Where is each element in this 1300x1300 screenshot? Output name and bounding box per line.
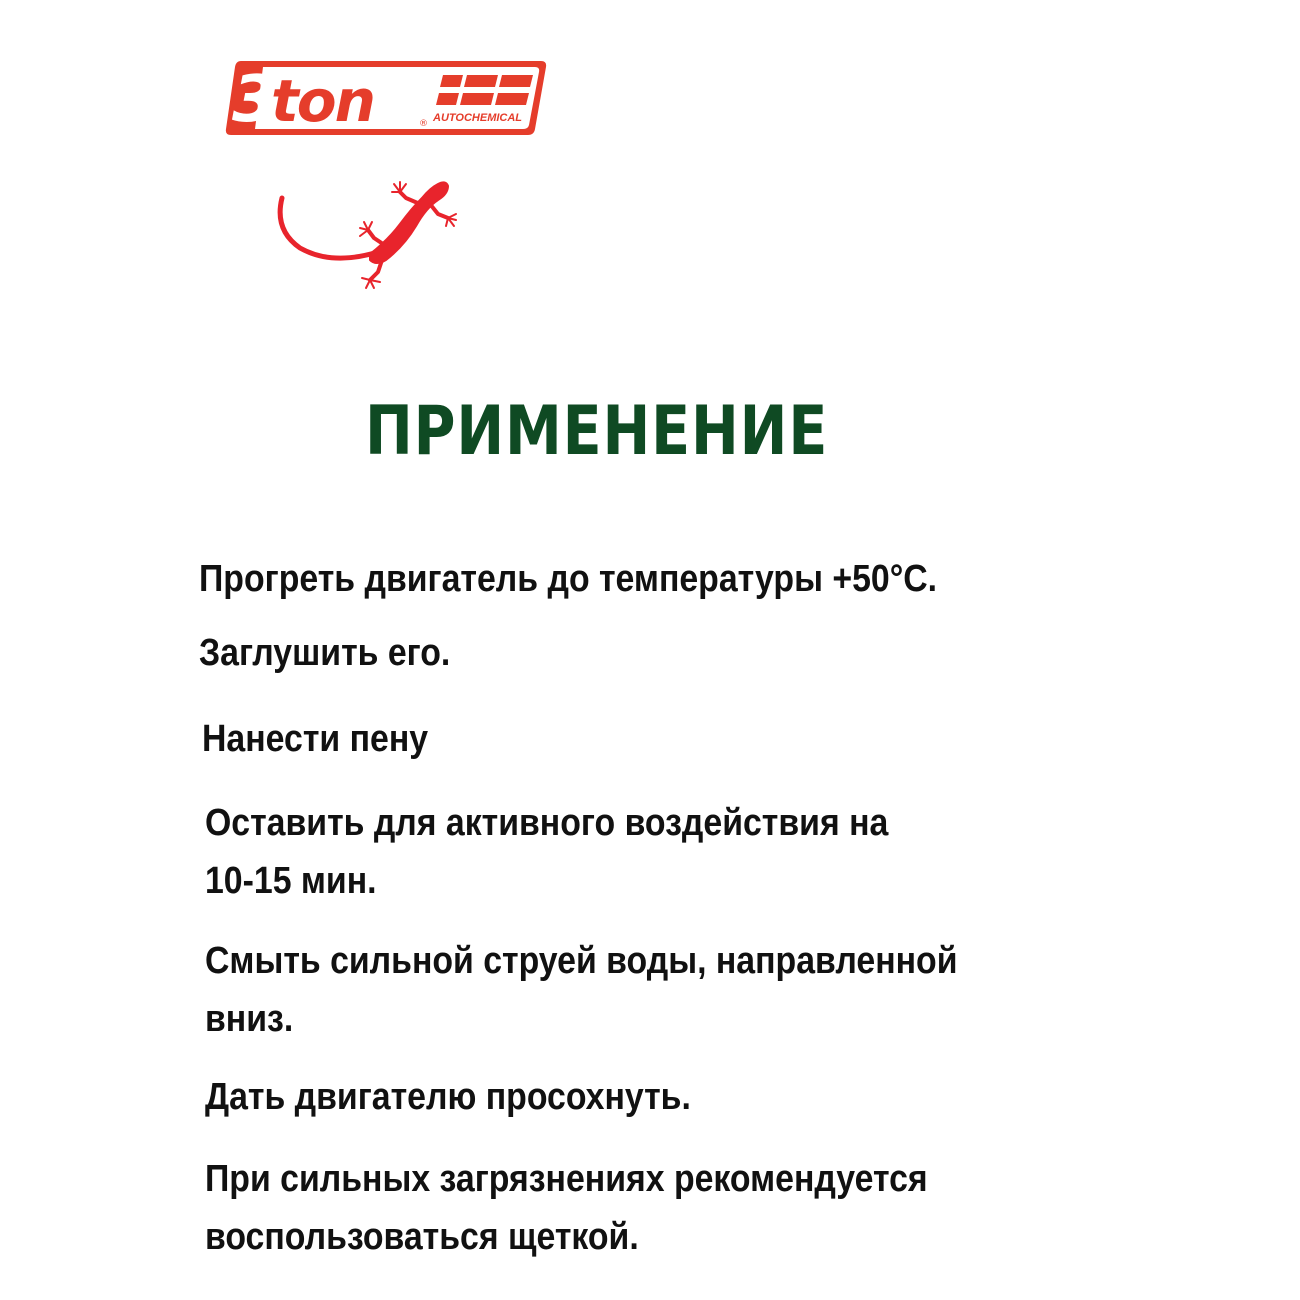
step-text-continued: 10-15 мин. [205,860,377,902]
step-text-continued: воспользоваться щеткой. [205,1216,639,1258]
step-text: При сильных загрязнениях рекомендуется [205,1158,928,1200]
gecko-icon [270,168,470,293]
svg-text:ton: ton [271,67,374,135]
step-text: Нанести пену [202,718,429,760]
brand-logo [223,55,548,140]
svg-text:®: ® [419,119,428,129]
step-1 [199,550,937,608]
step-6 [205,1068,691,1126]
step-text: Смыть сильной струей воды, направленной [205,940,958,982]
step-text: Прогреть двигатель до температуры +50°С. [199,558,938,600]
step-text: Оставить для активного воздействия на [205,802,889,844]
logo-subtitle: AUTOCHEMICAL [433,112,523,124]
step-3 [202,710,428,768]
logo-graphic [223,55,548,140]
step-7 [205,1150,928,1266]
page-title: ПРИМЕНЕНИЕ [365,392,829,471]
step-4 [205,794,888,910]
step-5 [205,932,957,1048]
step-text: Дать двигателю просохнуть. [205,1076,691,1118]
step-text: Заглушить его. [199,632,451,674]
step-text-continued: вниз. [205,998,294,1040]
step-2 [199,624,450,682]
logo-digit: 3 [232,63,277,137]
